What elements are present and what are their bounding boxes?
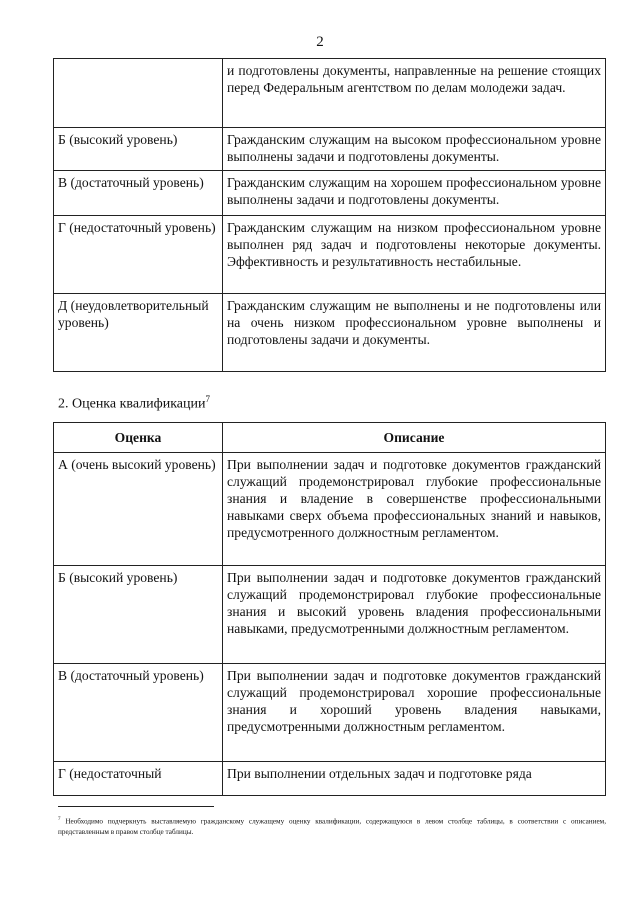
description-cell: Гражданским служащим не выполнены и не подготовлены или на очень низком профессиональном уровне выполнены и подготовлены задачи и документы. [223,294,606,372]
level-cell [54,59,223,128]
footnote-text: Необходимо подчеркнуть выставляемую гражданскому служащему оценку квалификации, содержащуюся в левом столбце таблицы, в соответствии с описанием, представленным в правом столбце таблицы. [58,817,607,837]
section-title-text: 2. Оценка квалификации [58,396,206,412]
description-cell: При выполнении отдельных задач и подготовке ряда [223,762,606,796]
footnote [58,814,606,838]
description-cell: При выполнении задач и подготовке документов гражданский служащий продемонстрировал глубокие профессиональные знания и высокий уровень владения профессиональными навыками, предусмотренными должностным регламентом. [223,566,606,664]
level-cell: А (очень высокий уровень) [54,453,223,566]
column-header-description: Описание [223,423,606,453]
section-title [58,394,210,413]
level-cell: Д (неудовлетворительный уровень) [54,294,223,372]
footnote-reference: 7 [205,394,210,404]
page-number: 2 [316,34,324,50]
level-cell: В (достаточный уровень) [54,664,223,762]
level-cell: В (достаточный уровень) [54,171,223,216]
table-row [54,216,606,294]
table-row [54,566,606,664]
table-row [54,664,606,762]
table-row [54,171,606,216]
description-cell: Гражданским служащим на хорошем профессиональном уровне выполнены задачи и подготовлены документы. [223,171,606,216]
level-cell: Г (недостаточный уровень) [54,216,223,294]
level-cell: Б (высокий уровень) [54,128,223,171]
table-row [54,762,606,796]
description-cell: и подготовлены документы, направленные на решение стоящих перед Федеральным агентством по делам молодежи задач. [223,59,606,128]
table-row [54,59,606,128]
table-row [54,128,606,171]
performance-table [53,58,606,372]
table-row [54,453,606,566]
level-cell: Г (недостаточный [54,762,223,796]
description-cell: Гражданским служащим на низком профессиональном уровне выполнен ряд задач и подготовлены некоторые документы. Эффективность и результативность нестабильные. [223,216,606,294]
description-cell: При выполнении задач и подготовке документов гражданский служащий продемонстрировал хорошие профессиональные знания и хороший уровень владения навыками, предусмотренными должностным регламентом. [223,664,606,762]
description-cell: Гражданским служащим на высоком профессиональном уровне выполнены задачи и подготовлены документы. [223,128,606,171]
table-header-row [54,423,606,453]
footnote-divider [58,806,214,807]
table-row [54,294,606,372]
footnote-mark: 7 [58,817,61,822]
qualification-table [53,422,606,796]
column-header-rating: Оценка [54,423,223,453]
description-cell: При выполнении задач и подготовке документов гражданский служащий продемонстрировал глубокие профессиональные знания и владение в совершенстве профессиональными навыками сверх объема профессиональных знаний и навыков, предусмотренного должностным регламентом. [223,453,606,566]
level-cell: Б (высокий уровень) [54,566,223,664]
